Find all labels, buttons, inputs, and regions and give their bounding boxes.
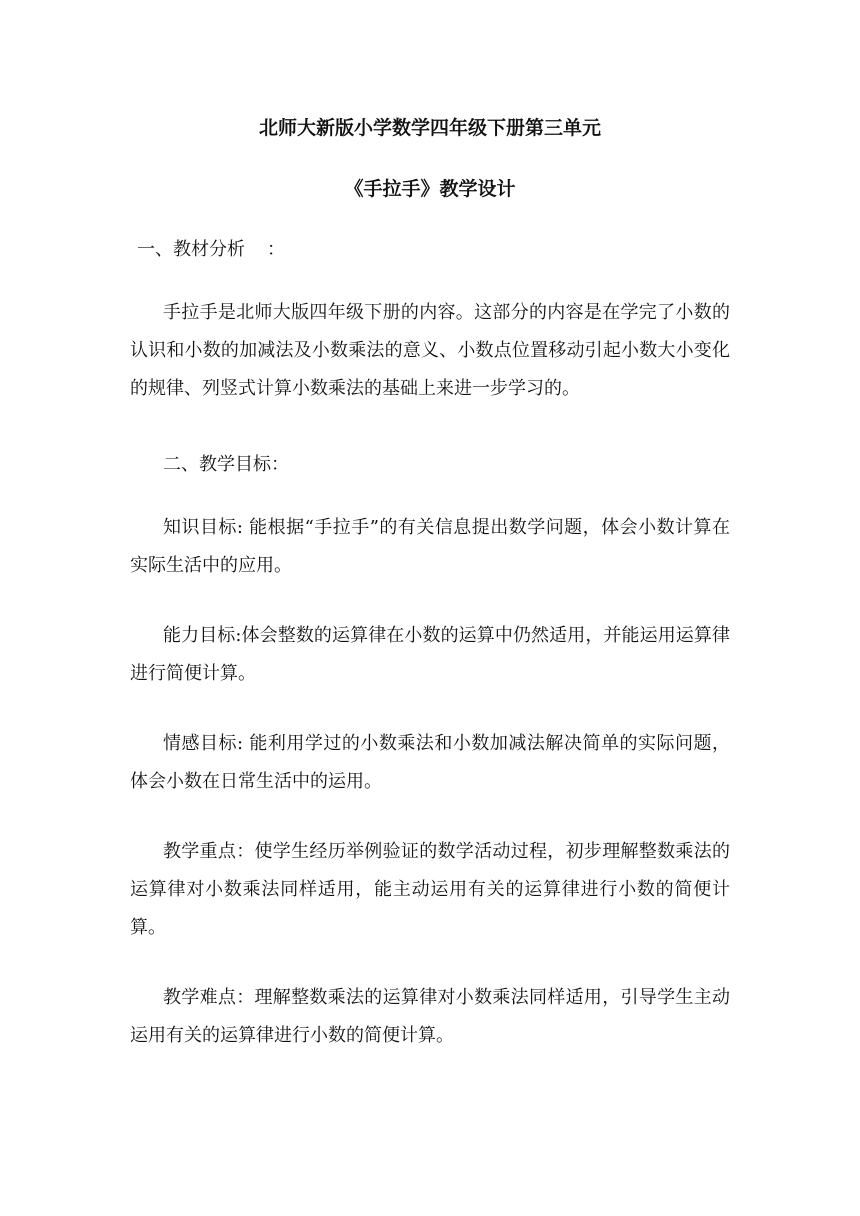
section-heading-teaching-goals: 二、教学目标：	[163, 454, 289, 475]
paragraph-emotion-goal: 情感目标: 能利用学过的小数乘法和小数加减法解决简单的实际问题，体会小数在日常生活中的运用。	[130, 733, 730, 792]
section-heading-textbook-analysis	[137, 238, 285, 262]
document-subtitle: 《手拉手》教学设计	[344, 178, 516, 200]
section-heading-text: 一、教材分析	[137, 239, 245, 260]
document-title: 北师大新版小学数学四年级下册第三单元	[258, 117, 601, 139]
paragraph-difficult-point: 教学难点：理解整数乘法的运算律对小数乘法同样适用，引导学生主动运用有关的运算律进行小数的简便计算。	[130, 987, 730, 1046]
paragraph-ability-goal: 能力目标:体会整数的运算律在小数的运算中仍然适用，并能运用运算律进行简便计算。	[130, 625, 730, 684]
paragraph-key-point: 教学重点：使学生经历举例验证的数学活动过程，初步理解整数乘法的运算律对小数乘法同样适用，能主动运用有关的运算律进行小数的简便计算。	[130, 841, 730, 938]
section-heading-colon: ：	[267, 239, 285, 260]
paragraph-textbook-analysis: 手拉手是北师大版四年级下册的内容。这部分的内容是在学完了小数的认识和小数的加减法及小数乘法的意义、小数点位置移动引起小数大小变化的规律、列竖式计算小数乘法的基础上来进一步学习的。	[130, 302, 730, 399]
paragraph-knowledge-goal: 知识目标: 能根据“手拉手”的有关信息提出数学问题，体会小数计算在实际生活中的应用。	[130, 517, 730, 576]
